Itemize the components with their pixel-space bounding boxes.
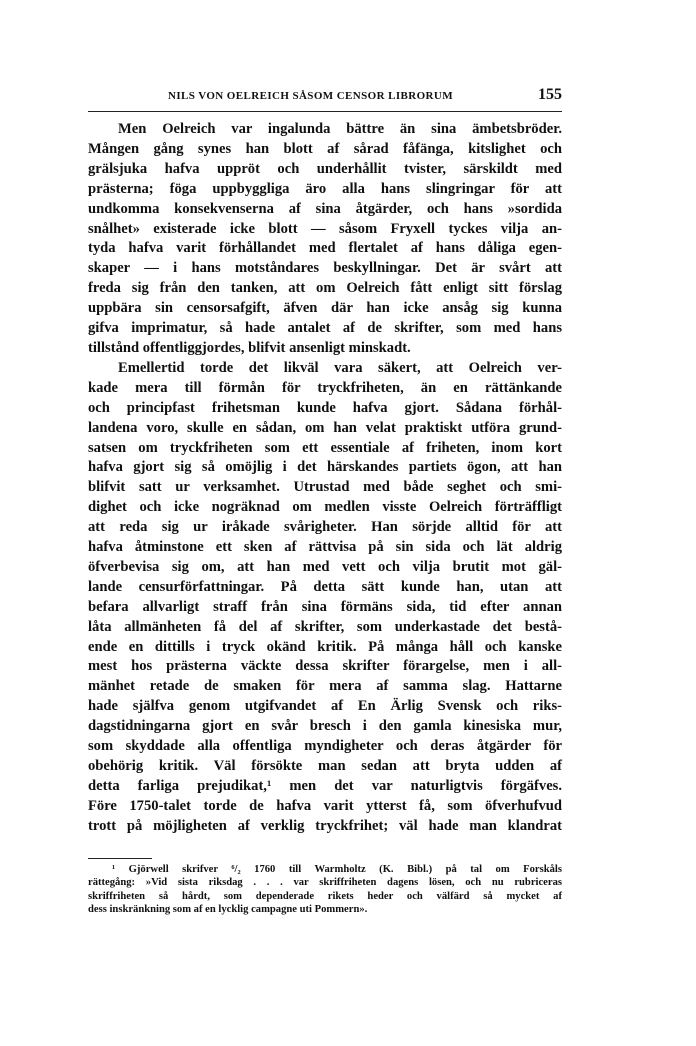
text-line: dagstidningarna gjort en svår bresch i den gamla kinesiska mur, (88, 718, 562, 735)
text-line: hafva gjort sig så omöjlig i det härskandes partiets ögon, att han (88, 459, 562, 476)
text-line: landena voro, skulle en sådan, om han velat praktiskt utföra grund- (88, 419, 562, 436)
text-line: gifva imprimatur, så hade antalet af de skrifter, som med hans (88, 320, 562, 337)
text-line: hafva åtminstone ett sken af rättvisa på sin sida och lät aldrig (88, 539, 562, 556)
text-line: Men Oelreich var ingalunda bättre än sina ämbetsbröder. (118, 121, 562, 137)
footnote-line: dess inskränkning som af en lycklig campagne uti Pommern». (88, 904, 368, 916)
text-line: mänhet retade de smaken för mera af samma slag. Hattarne (88, 678, 562, 695)
text-line: uppbära sin censorsafgift, äfven där han icke ansåg sig kunna (88, 300, 562, 317)
text-line: trott på möjligheten af verklig tryckfrihet; väl hade man klandrat (88, 817, 562, 834)
text-line: Före 1750-talet torde de hafva varit ytterst få, som öfverhufvud (88, 797, 562, 814)
text-line: och principfast frihetsman kunde hafva gjort. Sådana förhål- (88, 399, 562, 416)
text-line: undkomma konsekvenserna af sina åtgärder, och hans »sordida (88, 200, 562, 217)
text-line: befara allvarligt straff från sina förmäns sida, tid efter annan (88, 598, 562, 615)
header-rule (88, 111, 562, 112)
text-line: dighet och icke nogräknad om medlen visste Oelreich förträffligt (88, 499, 562, 516)
text-line: Mången gång synes han blott af sårad fåfänga, kitslighet och (88, 140, 562, 157)
footnote-line: rättegång: »Vid sista riksdag . . . var skriffriheten dagens lösen, och nu rubriceras (88, 877, 562, 889)
paragraph-1 (88, 120, 562, 359)
paragraph-2 (88, 359, 562, 837)
text-line: detta farliga prejudikat,¹ men det var naturligtvis förgäfves. (88, 777, 562, 794)
text-line: tyda hafva varit förhållandet med flertalet af hans dåliga egen- (88, 240, 562, 257)
text-line: grälsjuka hafva uppröt och underhållit tvister, särskildt med (88, 160, 562, 177)
footnote-line: skriffriheten så hårdt, som dependerade rikets heder och välfärd så mycket af (88, 890, 562, 902)
text-line: obehörig kritik. Väl försökte man sedan att bryta udden af (88, 758, 562, 774)
footnote-rule (88, 858, 152, 859)
text-line: blifvit satt ur verksamhet. Utrustad med både seghet och smi- (88, 479, 562, 496)
running-title: NILS VON OELREICH SÅSOM CENSOR LIBRORUM (168, 90, 454, 102)
running-head (88, 86, 562, 110)
footnote-line: ¹ Gjörwell skrifver ⁶/₂ 1760 till Warmholtz (K. Bibl.) på tal om Forskåls (112, 863, 562, 875)
footnote (88, 863, 562, 917)
text-line: snålhet» existerade icke blott — såsom Fryxell tyckes vilja an- (88, 220, 562, 237)
text-line: att reda sig ur iråkade svårigheter. Han sörjde alltid för att (88, 519, 562, 536)
text-line: hade själfva genom utgifvandet af En Ärlig Svensk och riks- (88, 698, 562, 715)
text-line: mest hos prästerna väckte dessa skrifter förargelse, men i all- (88, 658, 562, 675)
text-line: prästerna; föga uppbyggliga äro alla hans slingringar för att (88, 180, 562, 197)
text-line: tillstånd offentliggjordes, blifvit ansenligt minskadt. (88, 339, 411, 356)
text-line: lande censurförfattningar. På detta sätt kunde han, utan att (88, 578, 562, 595)
text-line: skaper — i hans motståndares beskyllningar. Det är svårt att (88, 260, 562, 277)
text-line: freda sig från den tanken, att om Oelreich fått enligt sitt förslag (88, 280, 562, 297)
text-line: som skyddade alla offentliga myndigheter och deras åtgärder för (88, 738, 562, 755)
text-line: låta allmänheten få del af skrifter, som underkastade det bestå- (88, 618, 562, 635)
book-page (88, 86, 562, 917)
text-line: öfverbevisa sig om, att han med vett och vilja brutit mot gäl- (88, 558, 562, 575)
text-line: kade mera till förmån för tryckfriheten, än en rättänkande (88, 379, 562, 396)
page-number: 155 (538, 86, 562, 103)
text-line: ende en dittills i tryck okänd kritik. På många håll och kanske (88, 638, 562, 655)
text-line: satsen om tryckfriheten som ett essentiale af friheten, inom kort (88, 439, 562, 456)
text-line: Emellertid torde det likväl vara säkert, att Oelreich ver- (118, 359, 562, 376)
